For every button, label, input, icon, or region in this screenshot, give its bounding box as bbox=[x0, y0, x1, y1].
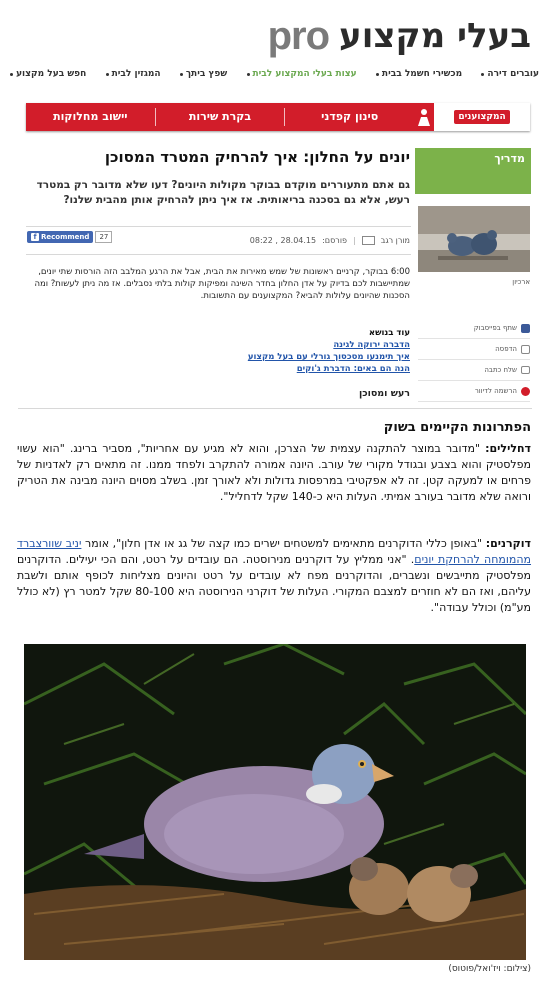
newsletter-link[interactable]: הרשמה לדיוור bbox=[418, 381, 530, 402]
published-date: 28.04.15 , 08:22 bbox=[249, 235, 317, 245]
logo-name: בעלי מקצוע bbox=[339, 16, 531, 56]
nav-item-search-pro[interactable]: חפש בעל מקצוע bbox=[10, 66, 86, 82]
facebook-recommend bbox=[27, 231, 112, 243]
article-lead: גם אתם מתעוררים מוקדם בבוקר מקולות היונים? דעו שלא מדובר רק במטרד רעש, אלא גם בסכנה בריאותית. אז איך ניתן להרחיק אותן מהבית שלנו? bbox=[36, 179, 410, 206]
site-logo[interactable] bbox=[268, 14, 531, 58]
bullet-icon bbox=[376, 73, 379, 76]
send-article-link[interactable]: שלח כתבה bbox=[418, 360, 530, 381]
published-label: פורסם: bbox=[322, 235, 347, 245]
bullet-icon bbox=[180, 73, 183, 76]
worker-icon bbox=[414, 107, 434, 127]
share-facebook-link[interactable]: שתף בפייסבוק bbox=[418, 318, 530, 339]
pigeon-nest-image bbox=[24, 644, 526, 960]
related-heading: עוד בנושא bbox=[368, 328, 410, 338]
service-quality-control[interactable]: בקרת שירות bbox=[155, 108, 285, 126]
bullet-icon bbox=[106, 73, 109, 76]
bullet-icon bbox=[247, 73, 250, 76]
paragraph-scarecrows: דחלילים: "מדובר במוצר להתקנה עצמית של הצרכן, והוא לא מגיע עם אחריות", מסביר ברינג. "הוא עשוי מפלסטיק והוא בצבע ובגודל מקורי של עורב. היונה אמורה להתקרב ולפחד ממנו. זה מתאים רק לאדניות של פרחים או למעקה קטן. זה לא אפקטיבי במרפסות גדולות ולא לאורך זמן. בשלב מסוים היונה מבינה את הטריק ורואה שלא מדובר בעורב אמיתי. העלות היא כ-140 שקל לדחליל". bbox=[17, 442, 531, 503]
photo-credit: (צילום: ויז'ואל/פוטוס) bbox=[448, 964, 531, 974]
pigeon-nest-photo bbox=[24, 644, 526, 960]
bullet-icon bbox=[481, 73, 484, 76]
related-link-3[interactable]: הנה הם באים: הדברת ג'וקים bbox=[296, 364, 410, 374]
newsletter-icon bbox=[521, 387, 530, 396]
email-author-icon[interactable] bbox=[362, 236, 375, 245]
guide-label: מדריך bbox=[494, 152, 525, 165]
share-links bbox=[418, 318, 530, 402]
section-title: הפתרונות הקיימים בשוק bbox=[383, 420, 531, 435]
logo-pro: pro bbox=[267, 13, 330, 58]
recommend-button[interactable]: f Recommend bbox=[27, 231, 93, 243]
pigeons-thumbnail[interactable] bbox=[418, 206, 530, 272]
top-nav bbox=[10, 66, 539, 82]
nav-item-renovate[interactable]: שפץ ביתך bbox=[180, 66, 227, 82]
mail-icon bbox=[521, 366, 530, 374]
facebook-icon bbox=[521, 324, 530, 333]
print-link[interactable]: הדפסה bbox=[418, 339, 530, 360]
nav-item-tips[interactable]: עצות בעלי המקצוע לבית bbox=[247, 66, 357, 82]
article-title: יונים על החלון: איך להרחיק המטרד המסוכן bbox=[104, 148, 410, 166]
thumbnail-caption: ארכיון bbox=[512, 278, 530, 286]
recommend-count: 27 bbox=[95, 231, 112, 243]
divider bbox=[26, 254, 411, 255]
related-link-1[interactable]: הדברה ירוקה לגינה bbox=[333, 340, 410, 350]
article-intro: 6:00 בבוקר, קרניים ראשונות של שמש מאירות את הבית, אבל את הרגע המלבב הזה הורסות שתי יונים, שמתיישבות לכם בדיוק על אדן החלון בחדר השינה ומפיקות קולות בלתי נסבלים. אז מה ניתן לעשות? ומה הסכנות שהיונים עלולות להביא? המקצוענים עם התשובות. bbox=[34, 267, 410, 301]
nav-item-moving[interactable]: עוברים דירה bbox=[481, 66, 539, 82]
facebook-icon: f bbox=[31, 233, 39, 241]
service-bar bbox=[26, 103, 530, 131]
service-dispute-resolution[interactable]: יישוב מחלוקות bbox=[53, 110, 128, 123]
article-tag: רעש ומסוכן bbox=[358, 388, 410, 399]
guide-label-box bbox=[415, 148, 531, 194]
paragraph-spikes: דוקרנים: "באופן כללי הדוקרנים מתאימים למשטחים ישרים כמו קצה של גג או אדן חלון", אומר יניב שוורצברד מהמומחה להרחקת יונים. "אני ממליץ על דוקרנים מנירוסטה. הם עובדים על רטט, והם הכי יעילים. הדוקרנים מפלסטיק מתייבשים ונשברים, והדוקרנים מפח לא עובדים על רטט והיונים מצליחות לכופף אותם ולשבת עליהם, ואז הם לא חוזרים למצבם המקורי. העלות של דוקרני הנירוסטה היא 80-100 שקל למטר רץ (לא כולל מע"מ) וכולל עבודה". bbox=[17, 537, 532, 614]
expert-link[interactable]: יניב שוורצברד מהמומחה להרחקת יונים bbox=[17, 537, 532, 566]
print-icon bbox=[521, 345, 530, 354]
related-link-2[interactable]: איך תימנעו מסכסוך גורלי עם בעל מקצוע bbox=[247, 352, 410, 362]
pigeons-thumbnail-image bbox=[418, 206, 530, 272]
bullet-icon bbox=[10, 73, 13, 76]
brand-name: המקצוענים bbox=[454, 110, 509, 124]
divider bbox=[18, 408, 532, 409]
nav-item-magazine[interactable]: המגזין לבית bbox=[106, 66, 161, 82]
author-name[interactable]: מורן רגב bbox=[380, 235, 410, 245]
related-articles bbox=[30, 327, 410, 375]
nav-item-appliances[interactable]: מכשירי חשמל בבית bbox=[376, 66, 462, 82]
service-screening[interactable]: סינון קפדני bbox=[284, 108, 414, 126]
brand-badge[interactable] bbox=[434, 103, 530, 131]
divider bbox=[26, 226, 411, 227]
article-meta: מורן רגב | פורסם: 28.04.15 , 08:22 bbox=[249, 235, 410, 245]
